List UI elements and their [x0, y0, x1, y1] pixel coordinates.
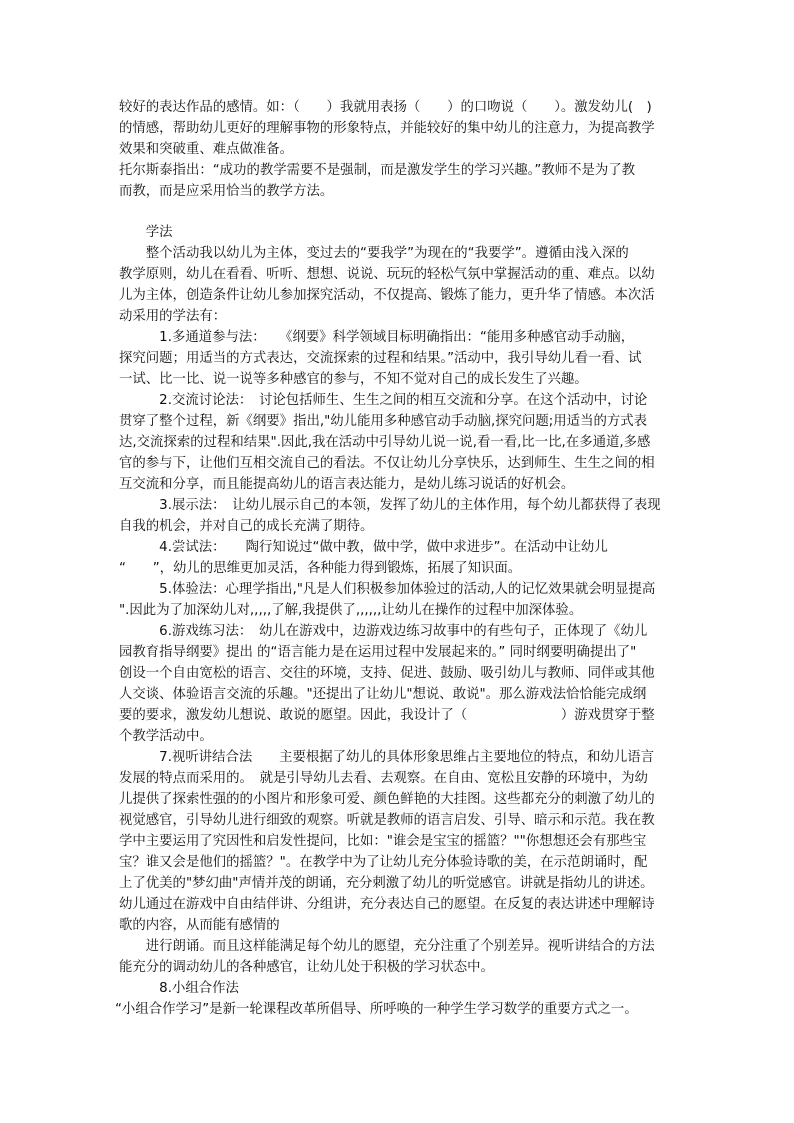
text-line: 歌的内容，从而能有感情的	[119, 918, 280, 933]
method-heading: 6.游戏练习法： 幼儿在游戏中，边游戏边练习故事中的有些句子，正体现了《幼儿	[119, 624, 648, 639]
text-line: 的情感，帮助幼儿更好的理解事物的形象特点，并能较好的集中幼儿的注意力，为提高教学	[119, 121, 655, 136]
text-line: 儿为主体，创造条件让幼儿参加探究活动，不仅提高、锻炼了能力，更升华了情感。本次活	[119, 288, 655, 303]
method-heading: 3.展示法： 让幼儿展示自己的本领，发挥了幼儿的主体作用，每个幼儿都获得了表现	[119, 498, 661, 513]
text-line: 整个活动我以幼儿为主体，变过去的“要我学”为现在的“我要学”。遵循由浅入深的	[119, 246, 629, 261]
text-line: “ ”，幼儿的思维更加灵活，各种能力得到锻炼，拓展了知识面。	[119, 561, 522, 576]
text-line: 达,交流探索的过程和结果".因此,我在活动中引导幼儿说一说,看一看,比一比,在多通道,多感	[119, 435, 651, 450]
method-heading: 2.交流讨论法： 讨论包括师生、生生之间的相互交流和分享。在这个活动中，讨论	[119, 393, 648, 408]
text-line: ".因此为了加深幼儿对,,,,,了解,我提供了,,,,,,让幼儿在操作的过程中加深体验。	[119, 603, 583, 618]
method-heading: 4.尝试法： 陶行知说过“做中教，做中学，做中求进步”。在活动中让幼儿	[119, 540, 608, 555]
text-line: 官的参与下，让他们互相交流自己的看法。不仅让幼儿分享快乐，达到师生、生生之间的相	[119, 456, 655, 471]
method-heading: 5.体验法：心理学指出,"凡是人们积极参加体验过的活动,人的记忆效果就会明显提高	[119, 582, 656, 597]
text-line: 贯穿了整个过程，新《纲要》指出,"幼儿能用多种感官动手动脑,探究问题;用适当的方式表	[119, 414, 648, 429]
text-line: 一试、比一比、说一说等多种感官的参与，不知不觉对自己的成长发生了兴趣。	[119, 372, 588, 387]
text-line: 宝？谁又会是他们的摇篮？"。在教学中为了让幼儿充分体验诗歌的美，在示范朗诵时，配	[119, 855, 648, 870]
text-line: 托尔斯泰指出：“成功的教学需要不是强制，而是激发学生的学习兴趣。”教师不是为了教	[119, 163, 636, 178]
text-line: 能充分的调动幼儿的各种感官，让幼儿处于积极的学习状态中。	[119, 960, 494, 975]
text-line: 互交流和分享，而且能提高幼儿的语言表达能力，是幼儿练习说话的好机会。	[119, 477, 575, 492]
method-heading: 8.小组合作法	[119, 981, 239, 996]
text-line: 进行朗诵。而且这样能满足每个幼儿的愿望，充分注重了个别差异。视听讲结合的方法	[119, 939, 655, 954]
text-line: 而教，而是应采用恰当的教学方法。	[119, 184, 334, 199]
text-line: 发展的特点而采用的。 就是引导幼儿去看、去观察。在自由、宽松且安静的环境中，为幼	[119, 771, 648, 786]
text-line: 自我的机会，并对自己的成长充满了期待。	[119, 519, 374, 534]
text-line: 学中主要运用了究因性和启发性提问，比如："谁会是宝宝的摇篮？""你想想还会有那些宝	[119, 834, 647, 849]
text-line: 上了优美的"梦幻曲"声情并茂的朗诵，充分刺激了幼儿的听觉感官。讲就是指幼儿的讲述。	[119, 876, 654, 891]
text-line: 幼儿通过在游戏中自由结伴讲、分组讲，充分表达自己的愿望。在反复的表达讲述中理解诗	[119, 897, 655, 912]
method-heading: 1.多通道参与法： 《纲要》科学领域目标明确指出：“能用多种感官动手动脑，	[119, 330, 635, 345]
text-line: 园教育指导纲要》提出 的“语言能力是在运用过程中发展起来的。” 同时纲要明确提出了"	[119, 645, 637, 660]
text-line: 创设一个自由宽松的语言、交往的环境，支持、促进、鼓励、吸引幼儿与教师、同伴或其他	[119, 666, 655, 681]
text-line: 探究问题；用适当的方式表达，交流探索的过程和结果。”活动中，我引导幼儿看一看、试	[119, 351, 642, 366]
text-line: 教学原则，幼儿在看看、听听、想想、说说、玩玩的轻松气氛中掌握活动的重、难点。以幼	[119, 267, 655, 282]
text-line: 效果和突破重、难点做准备。	[119, 142, 294, 157]
method-heading: 7.视听讲结合法 主要根据了幼儿的具体形象思维占主要地位的特点，和幼儿语言	[119, 750, 655, 765]
text-line: 个教学活动中。	[119, 729, 213, 744]
text-line: 动采用的学法有：	[119, 309, 227, 324]
text-line: 儿提供了探索性强的的小图片和形象可爱、颜色鲜艳的大挂图。这些都充分的刺激了幼儿的	[119, 792, 655, 807]
section-heading: 学法	[119, 225, 173, 240]
text-line: 要的要求，激发幼儿想说、敢说的愿望。因此，我设计了（ ）游戏贯穿于整	[119, 708, 655, 723]
text-line: 视觉感官，引导幼儿进行细致的观察。听就是教师的语言启发、引导、暗示和示范。我在教	[119, 813, 655, 828]
text-line: 较好的表达作品的感情。如：（ ）我就用表扬（ ）的口吻说（ ）。激发幼儿( )	[119, 100, 652, 115]
text-line: “小组合作学习”是新一轮课程改革所倡导、所呼唤的一种学生学习数学的重要方式之一。	[115, 1002, 638, 1017]
text-line: 人交谈、体验语言交流的乐趣。"还提出了让幼儿"想说、敢说"。那么游戏法恰恰能完成纲	[119, 687, 647, 702]
